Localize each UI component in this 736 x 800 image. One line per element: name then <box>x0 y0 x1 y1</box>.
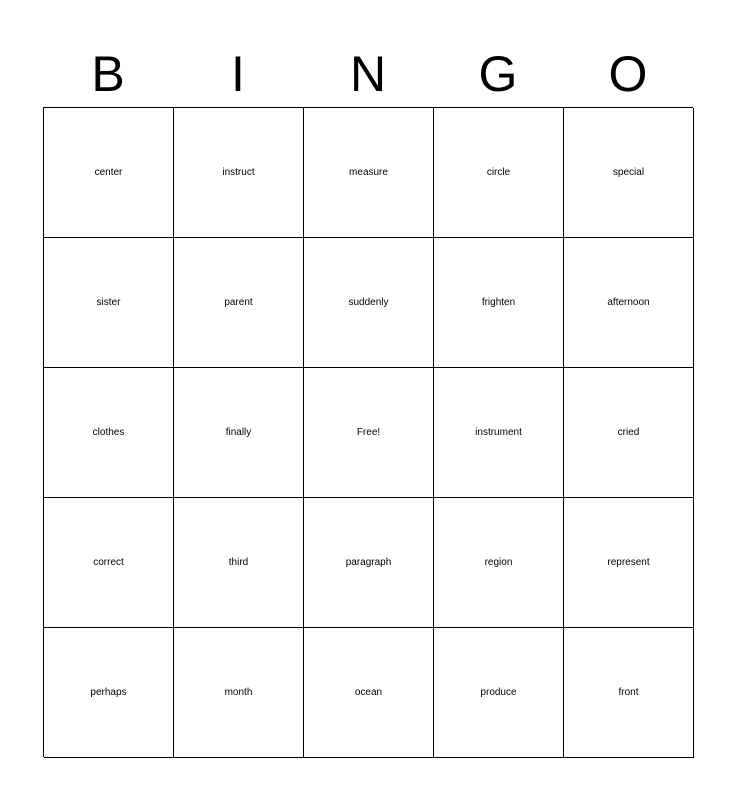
header-letter-o: O <box>608 46 648 102</box>
bingo-cell[interactable]: region <box>434 498 564 628</box>
bingo-cell[interactable]: correct <box>44 498 174 628</box>
bingo-cell[interactable]: special <box>564 108 694 238</box>
bingo-header <box>43 42 693 106</box>
bingo-cell[interactable]: month <box>174 628 304 758</box>
header-letter-n: N <box>349 46 387 102</box>
bingo-cell[interactable]: circle <box>434 108 564 238</box>
header-letter-i: I <box>231 46 245 102</box>
bingo-cell[interactable]: third <box>174 498 304 628</box>
free-space[interactable]: Free! <box>304 368 434 498</box>
bingo-cell[interactable]: instruct <box>174 108 304 238</box>
bingo-grid <box>43 107 693 757</box>
header-letter-b: B <box>91 46 125 102</box>
bingo-cell[interactable]: produce <box>434 628 564 758</box>
bingo-cell[interactable]: center <box>44 108 174 238</box>
bingo-cell[interactable]: afternoon <box>564 238 694 368</box>
bingo-cell[interactable]: clothes <box>44 368 174 498</box>
bingo-cell[interactable]: represent <box>564 498 694 628</box>
header-letter-g: G <box>478 46 518 102</box>
bingo-cell[interactable]: measure <box>304 108 434 238</box>
bingo-cell[interactable]: front <box>564 628 694 758</box>
bingo-cell[interactable]: parent <box>174 238 304 368</box>
bingo-cell[interactable]: cried <box>564 368 694 498</box>
bingo-cell[interactable]: paragraph <box>304 498 434 628</box>
bingo-cell[interactable]: perhaps <box>44 628 174 758</box>
bingo-cell[interactable]: finally <box>174 368 304 498</box>
bingo-cell[interactable]: sister <box>44 238 174 368</box>
bingo-cell[interactable]: frighten <box>434 238 564 368</box>
bingo-cell[interactable]: suddenly <box>304 238 434 368</box>
bingo-cell[interactable]: instrument <box>434 368 564 498</box>
bingo-cell[interactable]: ocean <box>304 628 434 758</box>
